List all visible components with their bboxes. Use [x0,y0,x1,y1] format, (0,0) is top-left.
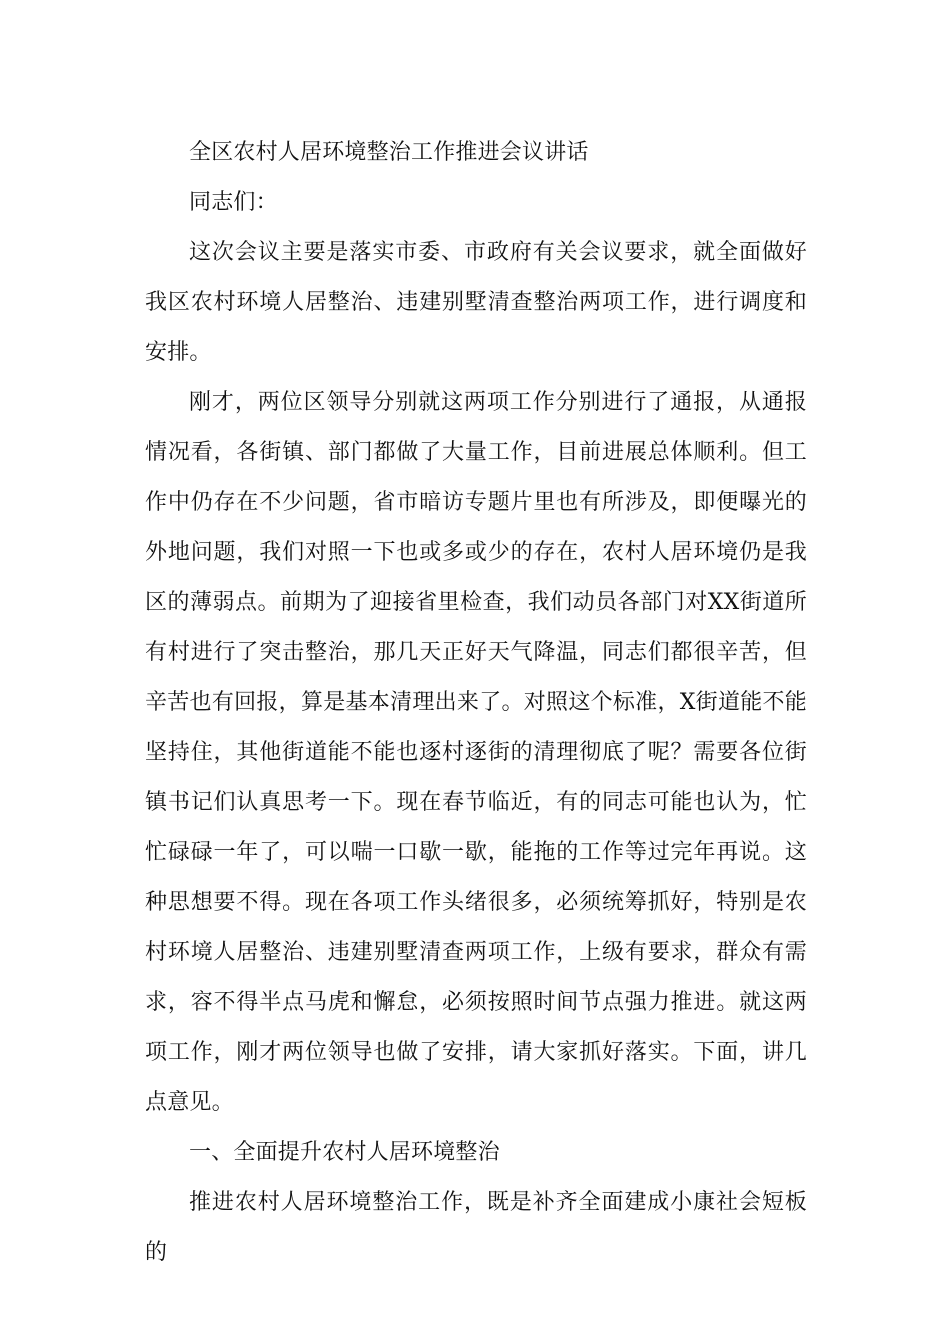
paragraph-2: 刚才，两位区领导分别就这两项工作分别进行了通报，从通报情况看，各街镇、部门都做了大量工作，目前进展总体顺利。但工作中仍存在不少问题，省市暗访专题片里也有所涉及，即便曝光的外地问题，我们对照一下也或多或少的存在，农村人居环境仍是我区的薄弱点。前期为了迎接省里检查，我们动员各部门对XX街道所有村进行了突击整治，那几天正好天气降温，同志们都很辛苦，但辛苦也有回报，算是基本清理出来了。对照这个标准，X街道能不能坚持住，其他街道能不能也逐村逐街的清理彻底了呢？需要各位街镇书记们认真思考一下。现在春节临近，有的同志可能也认为，忙忙碌碌一年了，可以喘一口歇一歇，能拖的工作等过完年再说。这种思想要不得。现在各项工作头绪很多，必须统筹抓好，特别是农村环境人居整治、违建别墅清查两项工作，上级有要求，群众有需求，容不得半点马虎和懈怠，必须按照时间节点强力推进。就这两项工作，刚才两位领导也做了安排，请大家抓好落实。下面，讲几点意见。 [145,390,807,1115]
section-paragraph-1: 推进农村人居环境整治工作，既是补齐全面建成小康社会短板的 [145,1190,807,1265]
section-heading-1: 一、全面提升农村人居环境整治 [189,1140,500,1165]
document-body [145,128,807,1278]
paragraph-1: 这次会议主要是落实市委、市政府有关会议要求，就全面做好我区农村环境人居整治、违建别墅清查整治两项工作，进行调度和安排。 [145,240,807,365]
salutation: 同志们： [189,190,278,215]
document-title: 全区农村人居环境整治工作推进会议讲话 [189,140,589,165]
